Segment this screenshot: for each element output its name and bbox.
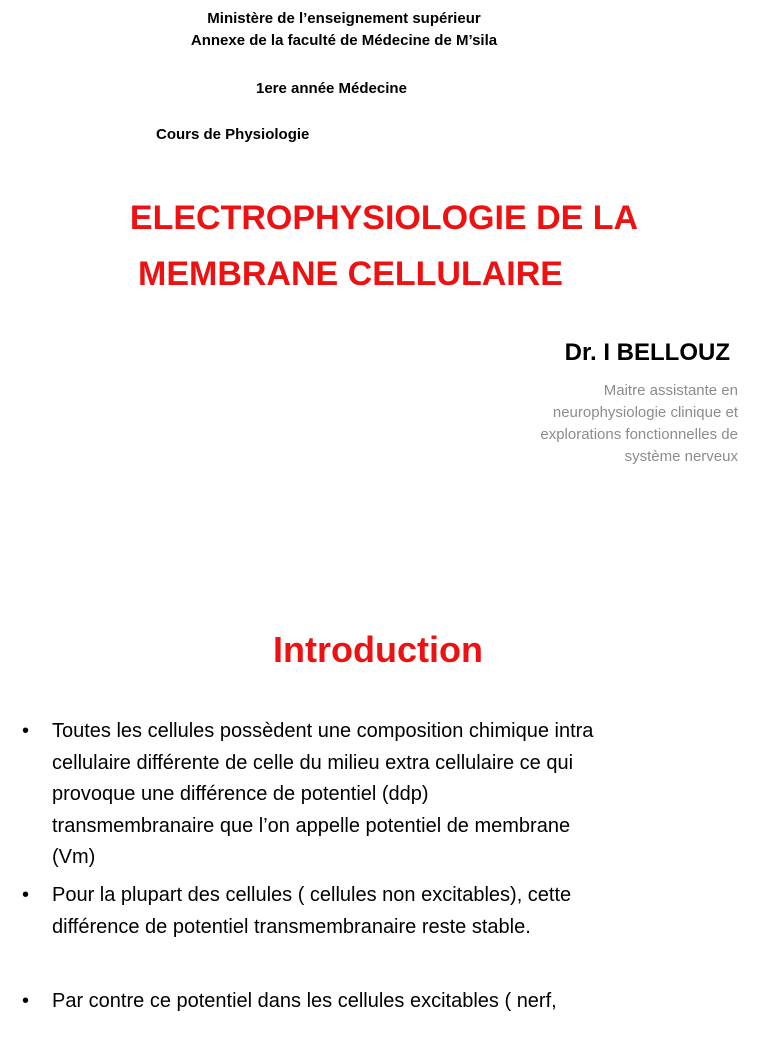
ministry-heading: Ministère de l’enseignement supérieur (207, 10, 481, 27)
bullet-marker: • (22, 990, 30, 1012)
course-label: Cours de Physiologie (156, 126, 310, 143)
bullet-text (52, 880, 742, 943)
bullet-text-line: cellulaire différente de celle du milieu extra cellulaire ce qui (52, 751, 574, 774)
study-year-label: 1ere année Médecine (256, 80, 407, 97)
bullet-text (52, 986, 742, 1018)
bullet-text (52, 716, 742, 874)
author-role-line: Maitre assistante en (603, 382, 738, 399)
faculty-annex-heading: Annexe de la faculté de Médecine de M’sila (190, 32, 498, 49)
bullet-marker: • (22, 884, 30, 906)
bullet-text-line: Pour la plupart des cellules ( cellules non excitables), cette (52, 884, 572, 906)
bullet-item (22, 986, 722, 1050)
author-role (438, 380, 738, 468)
bullet-text-line: (Vm) (52, 846, 96, 868)
bullet-item (22, 716, 722, 876)
section-title: Introduction (273, 629, 483, 670)
bullet-text-line: différence de potentiel transmembranaire reste stable. (52, 915, 531, 938)
author-role-line: neurophysiologie clinique et (552, 404, 738, 421)
bullet-text-line: provoque une différence de potentiel (ddp) (52, 783, 429, 805)
author-role-line: système nerveux (624, 448, 738, 465)
author-role-line: explorations fonctionnelles de (540, 426, 738, 443)
document-title-line-2: MEMBRANE CELLULAIRE (138, 255, 563, 293)
bullet-marker: • (22, 720, 30, 742)
document-title-line-1: ELECTROPHYSIOLOGIE DE LA (129, 199, 639, 237)
bullet-text-line: Toutes les cellules possèdent une composition chimique intra (52, 720, 594, 742)
bullet-item (22, 880, 722, 944)
bullet-text-line: Par contre ce potentiel dans les cellules excitables ( nerf, (52, 990, 557, 1012)
bullet-text-line: transmembranaire que l’on appelle potentiel de membrane (52, 814, 571, 837)
author-name: Dr. I BELLOUZ (564, 339, 730, 366)
